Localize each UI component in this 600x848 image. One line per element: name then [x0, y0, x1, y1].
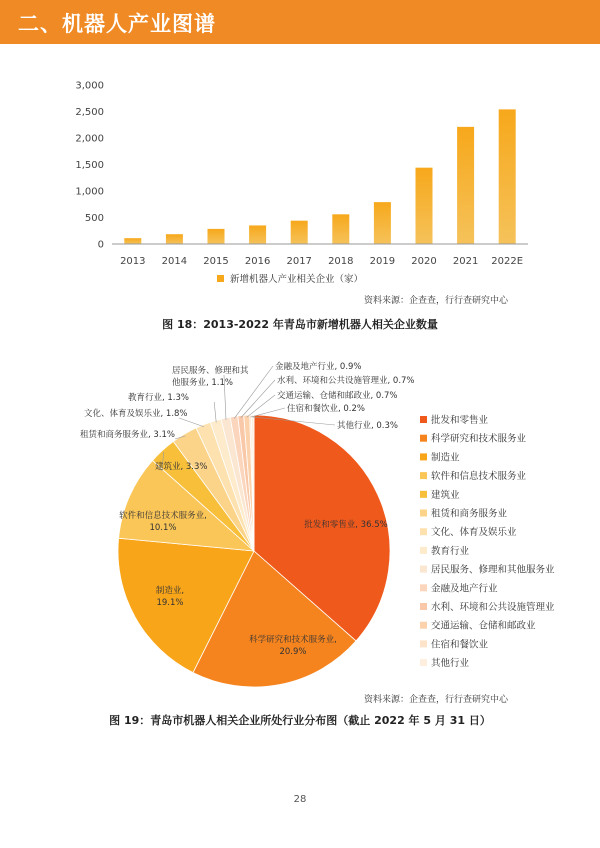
legend-item-label: 其他行业: [431, 658, 470, 670]
x-tick-label: 2015: [203, 256, 229, 267]
x-tick-label: 2016: [244, 256, 271, 267]
y-tick-label: 1,000: [75, 186, 104, 198]
legend-swatch: [420, 472, 427, 479]
legend-swatch: [420, 416, 427, 423]
pie-data-label: 科学研究和技术服务业, 20.9%: [249, 635, 337, 657]
pie-data-label: 居民服务、修理和其他服务业, 1.1%: [172, 366, 249, 388]
y-tick-label: 3,000: [75, 80, 104, 92]
legend-swatch: [420, 510, 427, 517]
section-title: 二、机器人产业图谱: [18, 12, 216, 36]
legend-swatch: [420, 435, 427, 442]
legend-swatch: [420, 603, 427, 610]
x-tick-label: 2021: [452, 256, 479, 267]
bar: [374, 202, 391, 244]
legend-item-label: 金融及地产行业: [431, 583, 498, 595]
pie-data-label: 教育行业, 1.3%: [128, 393, 189, 403]
fig18-source: 资料来源：企查查，行行查研究中心: [363, 296, 508, 306]
x-tick-label: 2017: [286, 256, 312, 267]
pie-data-label: 建筑业, 3.3%: [155, 462, 208, 472]
x-tick-label: 2020: [411, 256, 437, 267]
bar: [499, 109, 516, 244]
bar-chart: [75, 81, 528, 286]
legend-item-label: 批发和零售业: [431, 415, 489, 426]
fig19-caption: 图 19：青岛市机器人相关企业所处行业分布图（截止 2022 年 5 月 31 日）: [109, 714, 491, 727]
page-number: 28: [293, 794, 307, 805]
legend-item-label: 交通运输、仓储和邮政业: [431, 620, 536, 632]
pie-data-label: 交通运输、仓储和邮政业, 0.7%: [277, 391, 398, 401]
x-tick-label: 2019: [369, 256, 396, 267]
leader-line: [179, 418, 204, 427]
bar-legend-label: 新增机器人产业相关企业（家）: [230, 274, 364, 285]
fig19-source: 资料来源：企查查，行行查研究中心: [363, 695, 508, 705]
y-tick-label: 2,000: [75, 133, 104, 145]
bar: [416, 168, 433, 244]
bar: [457, 127, 474, 244]
x-tick-label: 2014: [161, 256, 188, 267]
bar: [208, 229, 225, 244]
legend-item-label: 住宿和餐饮业: [431, 639, 489, 651]
y-tick-label: 0: [97, 239, 104, 251]
legend-swatch: [420, 547, 427, 554]
legend-item-label: 水利、环境和公共设施管理业: [431, 602, 555, 613]
pie-data-label: 其他行业, 0.3%: [337, 421, 398, 431]
legend-item-label: 租赁和商务服务业: [431, 508, 508, 520]
legend-item-label: 文化、体育及娱乐业: [431, 527, 517, 539]
pie-data-label: 批发和零售业, 36.5%: [304, 520, 388, 530]
bar: [124, 238, 141, 244]
bar: [166, 234, 183, 244]
legend-swatch: [420, 622, 427, 629]
x-tick-label: 2013: [120, 256, 146, 267]
legend-item-label: 制造业: [431, 452, 460, 464]
pie-data-label: 住宿和餐饮业, 0.2%: [287, 404, 365, 414]
pie-data-label: 软件和信息技术服务业, 10.1%: [119, 511, 207, 533]
y-tick-label: 500: [84, 213, 104, 224]
fig18-caption: 图 18：2013-2022 年青岛市新增机器人相关企业数量: [162, 318, 438, 331]
legend-swatch: [420, 584, 427, 591]
legend-item-label: 居民服务、修理和其他服务业: [431, 564, 555, 576]
bar: [249, 225, 266, 244]
legend-swatch: [420, 566, 427, 573]
x-tick-label: 2018: [328, 256, 354, 267]
legend-swatch: [420, 659, 427, 666]
bar: [332, 214, 349, 244]
legend-swatch: [420, 453, 427, 460]
legend-item-label: 科学研究和技术服务业: [431, 433, 527, 445]
legend-item-label: 软件和信息技术服务业: [431, 471, 527, 483]
leader-line: [214, 402, 216, 422]
pie-data-label: 文化、体育及娱乐业, 1.8%: [84, 409, 188, 419]
legend-swatch: [420, 491, 427, 498]
legend-swatch: [420, 640, 427, 647]
legend-item-label: 教育行业: [431, 545, 470, 557]
pie-data-label: 租赁和商务服务业, 3.1%: [80, 430, 175, 440]
bar: [291, 221, 308, 244]
pie-chart: [80, 361, 555, 687]
pie-data-label: 金融及地产行业, 0.9%: [275, 362, 362, 372]
x-tick-label: 2022E: [491, 256, 524, 267]
legend-swatch: [420, 528, 427, 535]
pie-data-label: 制造业, 19.1%: [155, 586, 185, 608]
y-tick-label: 1,500: [75, 160, 104, 171]
bar-legend-swatch: [217, 275, 224, 282]
y-tick-label: 2,500: [75, 107, 104, 118]
pie-data-label: 水利、环境和公共设施管理业, 0.7%: [277, 376, 415, 386]
legend-item-label: 建筑业: [431, 489, 460, 501]
